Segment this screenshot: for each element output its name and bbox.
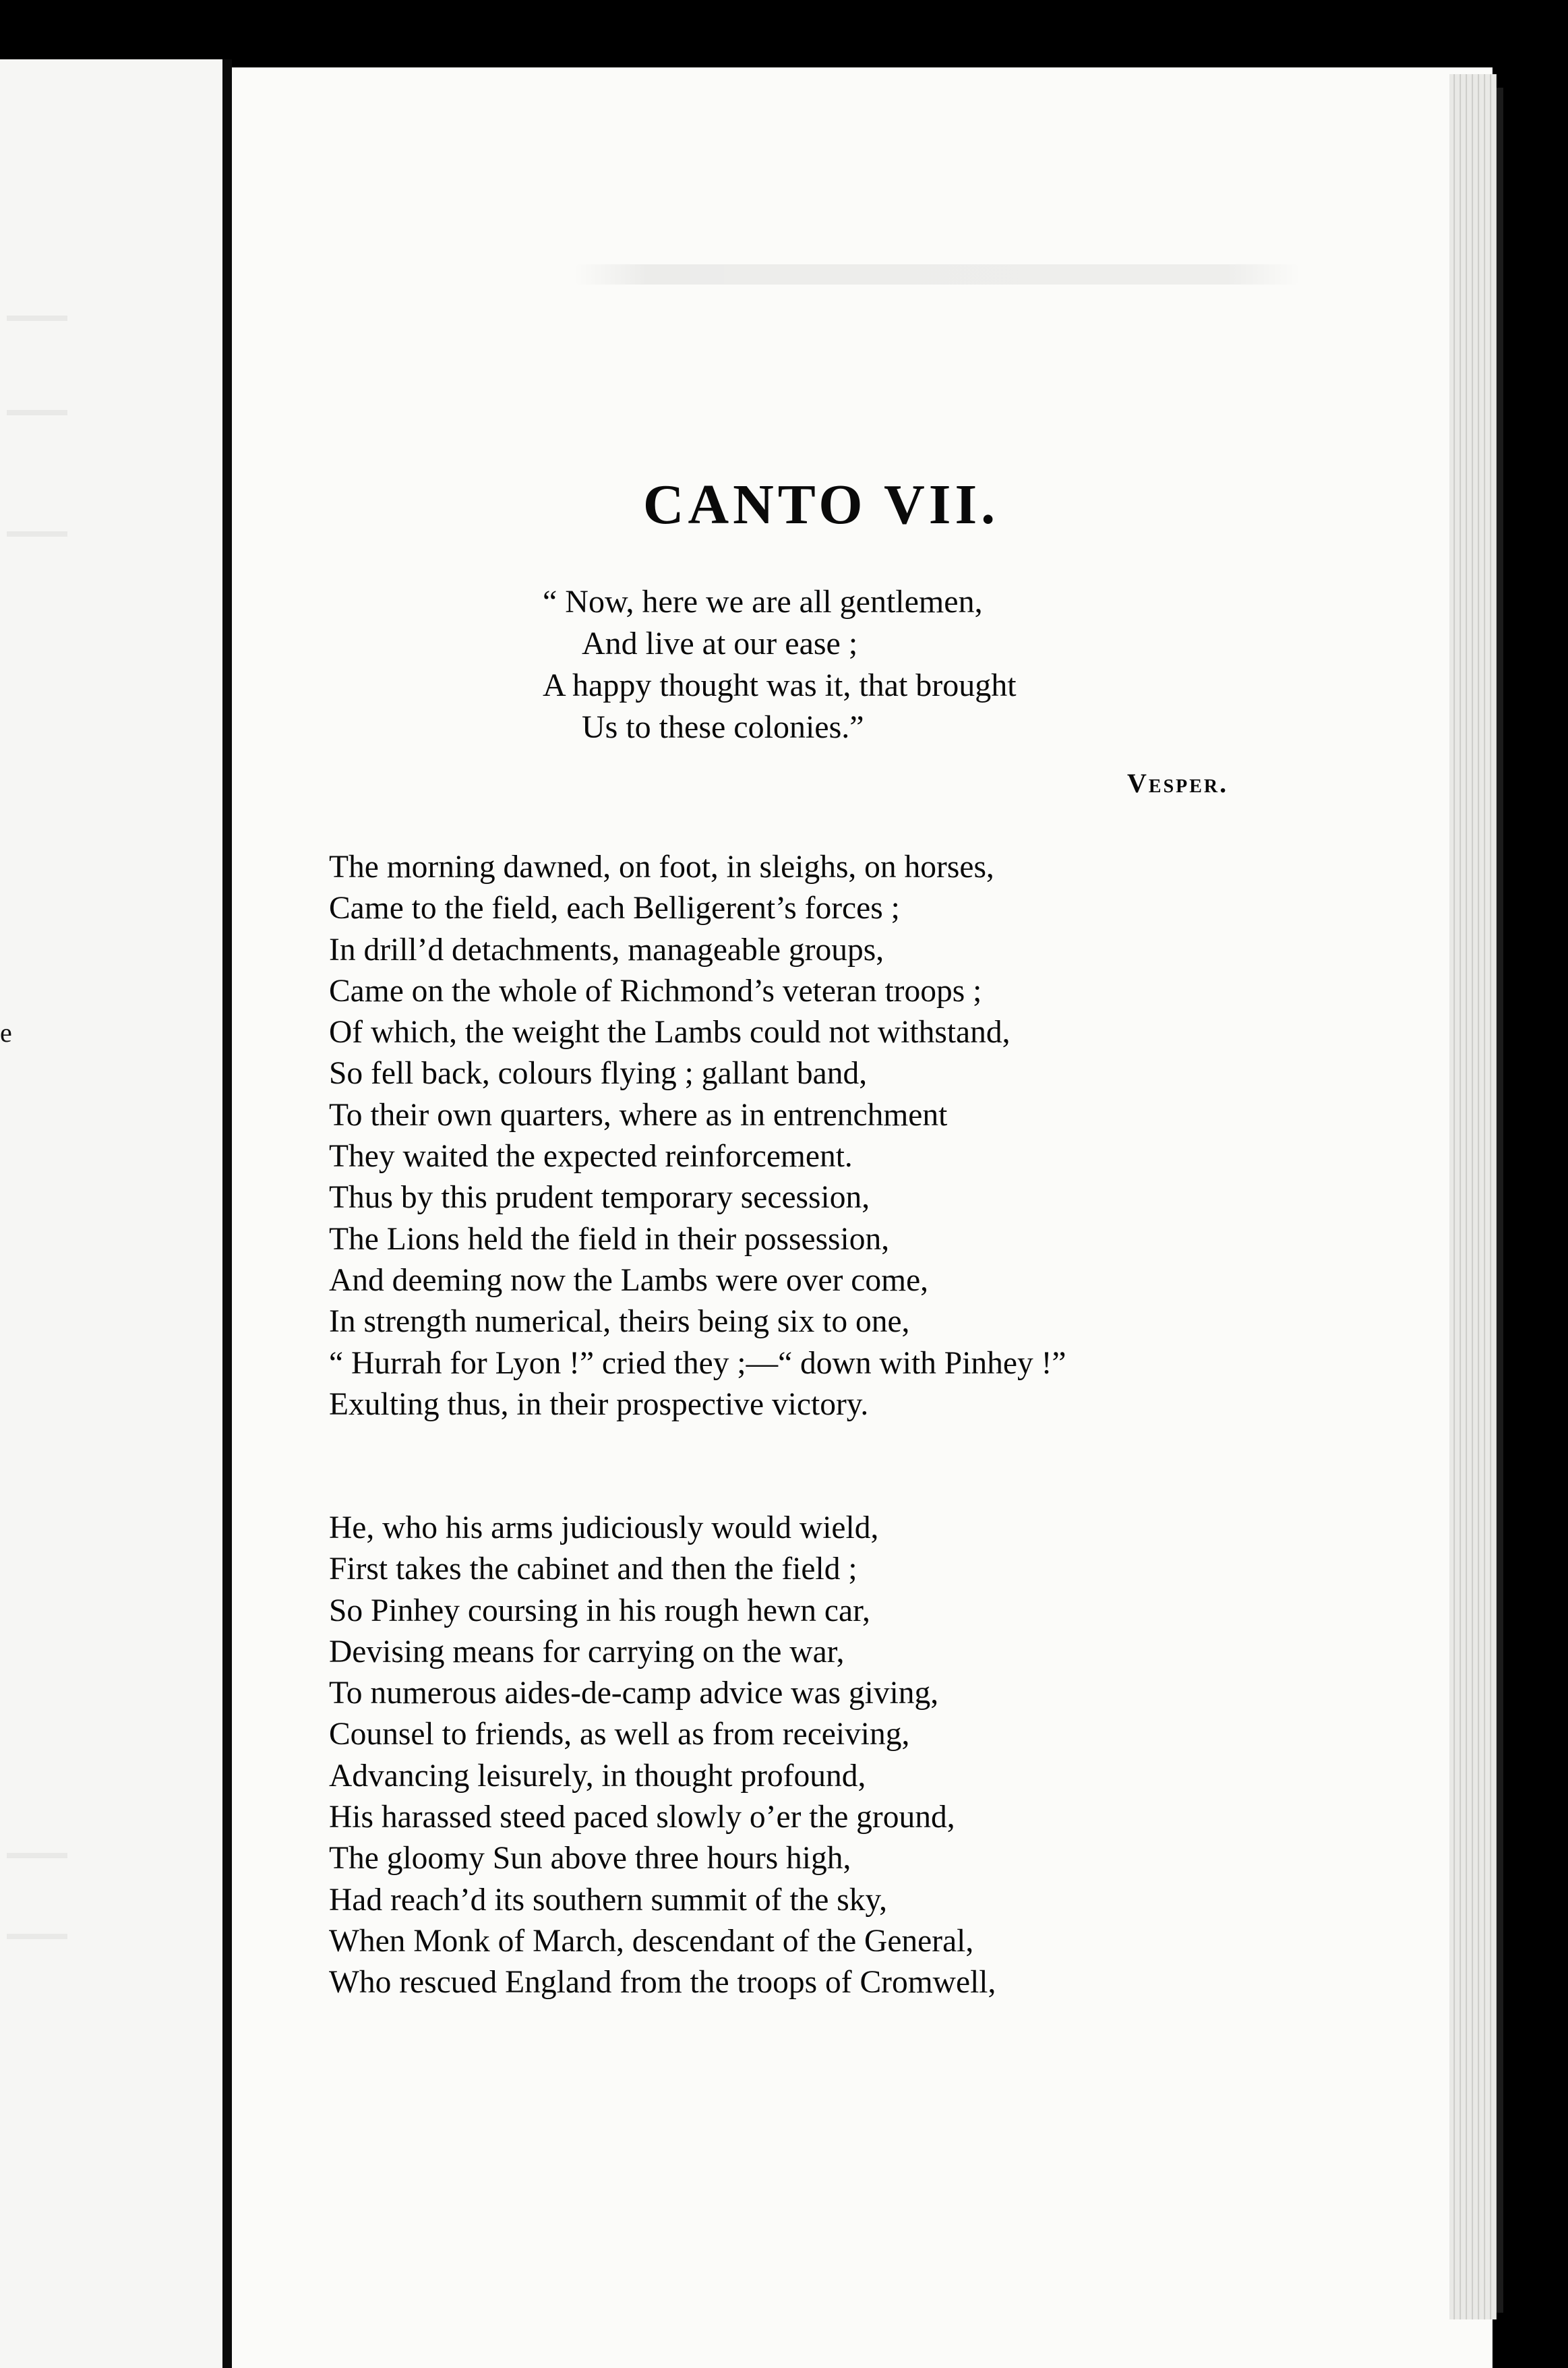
bleed-through-mark — [7, 410, 67, 415]
verse-line: Counsel to friends, as well as from receiving, — [329, 1717, 910, 1752]
verse-line: To their own quarters, where as in entrenchment — [329, 1097, 948, 1133]
verse-line: “ Hurrah for Lyon !” cried they ;—“ down with Pinhey !” — [329, 1345, 1066, 1381]
verse-line: In drill’d detachments, manageable groups, — [329, 932, 884, 968]
verse-line: Advancing leisurely, in thought profound, — [329, 1758, 866, 1794]
bleed-through-mark — [7, 1853, 67, 1858]
verse-line: So Pinhey coursing in his rough hewn car, — [329, 1593, 870, 1628]
stanza-2 — [329, 1508, 996, 2004]
verse-line: Thus by this prudent temporary secession, — [329, 1180, 870, 1216]
verse-line: And deeming now the Lambs were over come, — [329, 1262, 929, 1298]
verse-line: Who rescued England from the troops of Cromwell, — [329, 1965, 996, 2001]
verse-line: Came to the field, each Belligerent’s forces ; — [329, 891, 900, 926]
facing-page-letter: e — [0, 1017, 12, 1048]
verse-line: To numerous aides-de-camp advice was giving, — [329, 1676, 939, 1711]
verse-line: First takes the cabinet and then the field ; — [329, 1551, 857, 1587]
verse-line: Of which, the weight the Lambs could not withstand, — [329, 1015, 1011, 1050]
epigraph-line: A happy thought was it, that brought — [543, 668, 1017, 703]
epigraph-line: And live at our ease ; — [582, 626, 858, 661]
bleed-through-mark — [7, 316, 67, 321]
epigraph — [543, 581, 1017, 748]
epigraph-line: “ Now, here we are all gentlemen, — [543, 584, 983, 620]
verse-line: In strength numerical, theirs being six to one, — [329, 1304, 910, 1340]
book-gutter — [222, 59, 232, 2368]
bleed-through-header — [573, 264, 1301, 285]
verse-line: Exulting thus, in their prospective victory. — [329, 1386, 869, 1422]
bleed-through-mark — [7, 1934, 67, 1939]
verse-line: The Lions held the field in their possession, — [329, 1221, 890, 1257]
verse-line: So fell back, colours flying ; gallant band, — [329, 1056, 868, 1092]
canto-title: CANTO VII. — [642, 473, 1000, 536]
page-edge-shadow — [1497, 88, 1503, 2313]
stanza-1 — [329, 847, 1066, 1425]
verse-line: When Monk of March, descendant of the General, — [329, 1923, 974, 1959]
facing-page — [0, 59, 222, 2368]
page-edges — [1449, 74, 1497, 2319]
verse-line: Had reach’d its southern summit of the sky, — [329, 1882, 888, 1918]
epigraph-line: Us to these colonies.” — [582, 709, 864, 745]
verse-line: The gloomy Sun above three hours high, — [329, 1841, 851, 1876]
verse-line: Came on the whole of Richmond’s veteran troops ; — [329, 973, 982, 1009]
epigraph-attribution: Vesper. — [1127, 768, 1229, 798]
verse-line: They waited the expected reinforcement. — [329, 1139, 853, 1175]
verse-line: His harassed steed paced slowly o’er the ground, — [329, 1800, 955, 1835]
verse-line: The morning dawned, on foot, in sleighs, on horses, — [329, 850, 994, 885]
verse-line: Devising means for carrying on the war, — [329, 1634, 845, 1669]
verse-line: He, who his arms judiciously would wield, — [329, 1510, 879, 1545]
